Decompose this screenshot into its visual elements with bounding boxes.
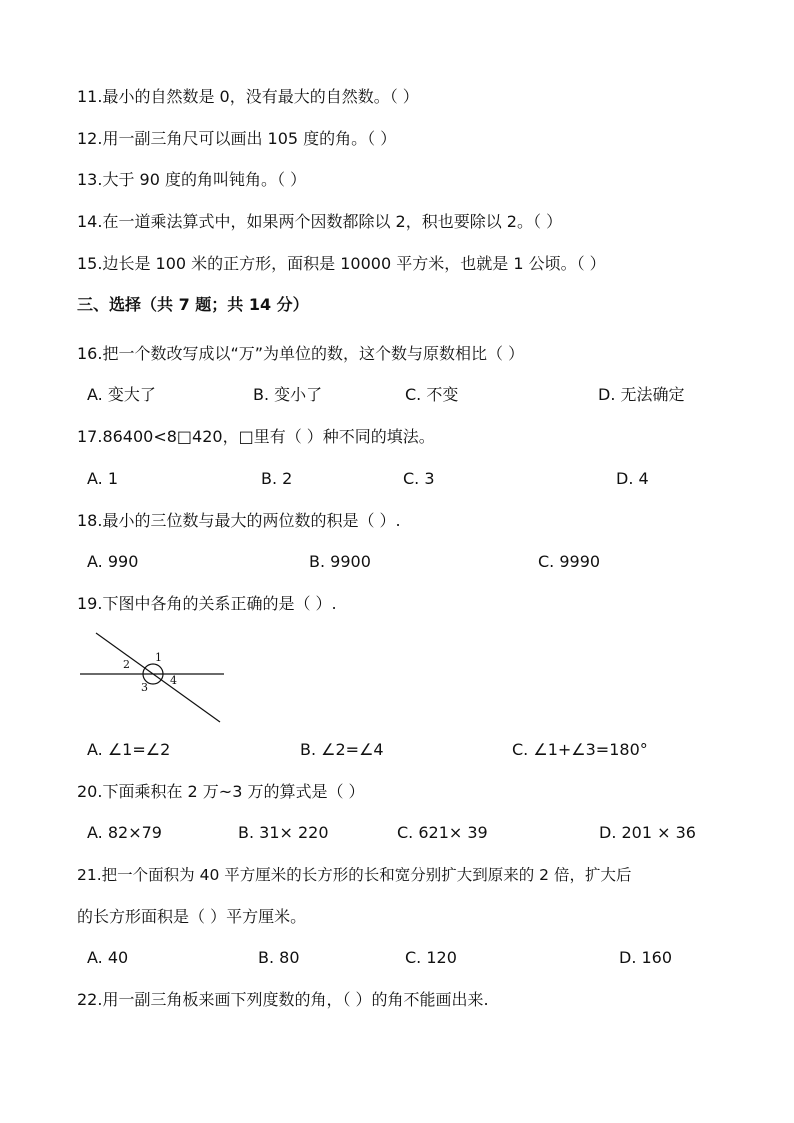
question-20-option-b: B. 31× 220 [238,823,329,842]
angle-label-3: 3 [141,681,148,694]
question-16-option-d: D. 无法确定 [598,385,685,404]
question-17-option-a: A. 1 [87,469,119,488]
judge-item-13: 13.大于 90 度的角叫钝角。（ ） [77,170,307,189]
question-21-option-a: A. 40 [87,948,129,967]
question-19-stem: 19.下图中各角的关系正确的是（ ）. [77,594,337,613]
question-18-option-b: B. 9900 [309,552,371,571]
question-17-option-d: D. 4 [616,469,649,488]
question-22-stem: 22.用一副三角板来画下列度数的角，（ ）的角不能画出来. [77,990,489,1009]
angle-figure [78,628,228,726]
question-20-stem: 20.下面乘积在 2 万~3 万的算式是（ ） [77,782,365,801]
question-17-stem: 17.86400<8□420，□里有（ ）种不同的填法。 [77,427,435,446]
question-20-option-a: A. 82×79 [87,823,162,842]
question-18-option-a: A. 990 [87,552,139,571]
question-16-option-c: C. 不变 [405,385,459,404]
question-21-stem-line-1: 21.把一个面积为 40 平方厘米的长方形的长和宽分别扩大到原来的 2 倍，扩大后 [77,866,632,884]
question-21-option-c: C. 120 [405,948,457,967]
angle-label-2: 2 [123,658,130,671]
question-20-option-d: D. 201 × 36 [599,823,696,842]
question-16-option-a: A. 变大了 [87,385,156,404]
angle-label-1: 1 [155,651,162,664]
question-21-option-b: B. 80 [258,948,300,967]
question-18-option-c: C. 9990 [538,552,601,571]
question-18-stem: 18.最小的三位数与最大的两位数的积是（ ）. [77,511,401,530]
question-16-option-b: B. 变小了 [253,385,323,404]
question-19-option-a: A. ∠1=∠2 [87,740,171,759]
question-19-option-b: B. ∠2=∠4 [300,740,384,759]
question-17-option-b: B. 2 [261,469,293,488]
judge-item-11: 11.最小的自然数是 0，没有最大的自然数。（ ） [77,87,419,106]
judge-item-12: 12.用一副三角尺可以画出 105 度的角。（ ） [77,129,397,148]
question-19-option-c: C. ∠1+∠3=180° [512,740,648,759]
question-16-stem: 16.把一个数改写成以“万”为单位的数，这个数与原数相比（ ） [77,344,525,363]
question-20-option-c: C. 621× 39 [397,823,488,842]
judge-item-15: 15.边长是 100 米的正方形，面积是 10000 平方米，也就是 1 公顷。（ ） [77,254,606,273]
slanted-line [96,633,220,722]
judge-item-14: 14.在一道乘法算式中，如果两个因数都除以 2，积也要除以 2。（ ） [77,212,563,231]
question-21-stem-line-2: 的长方形面积是（ ）平方厘米。 [77,907,307,926]
angle-label-4: 4 [170,674,177,687]
question-21-option-d: D. 160 [619,948,673,967]
question-17-option-c: C. 3 [403,469,435,488]
section-heading: 三、选择（共 7 题；共 14 分） [77,295,309,314]
